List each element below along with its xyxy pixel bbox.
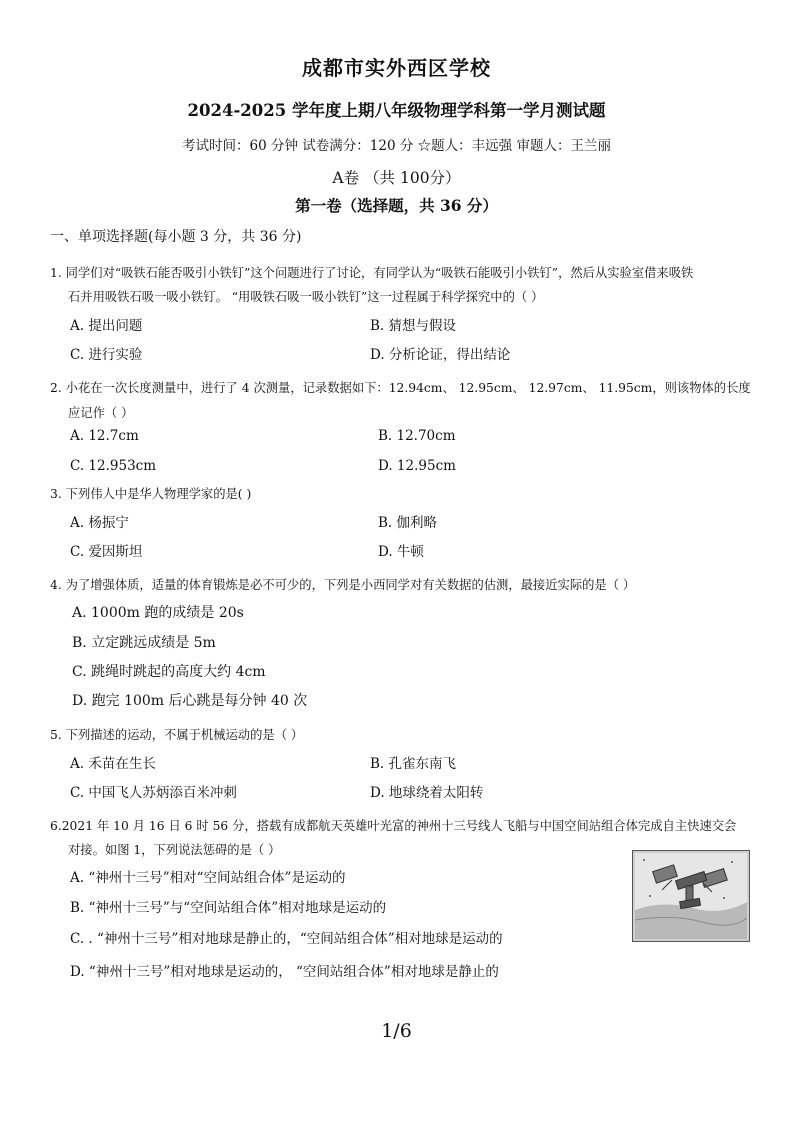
question-4-line-1: 4. 为了增强体质，适量的体育锻炼是必不可少的，下列是小西同学对有关数据的估测，最接近实际的是（ ）: [50, 578, 636, 592]
question-1-line-2: 石并用吸铁石吸一吸小铁钉。 “用吸铁石吸一吸小铁钉”这一过程属于科学探究中的（ ）: [68, 290, 544, 304]
part-title: 第一卷（选择题，共 36 分）: [295, 196, 498, 215]
paper-title: A卷 （共 100分）: [332, 169, 461, 187]
question-2-option-d: D. 12.95cm: [378, 458, 456, 474]
question-3-option-d: D. 牛顿: [378, 544, 424, 560]
question-4-option-a: A. 1000m 跑的成绩是 20s: [72, 605, 244, 621]
question-5-option-a: A. 禾苗在生长: [70, 756, 156, 772]
question-2-option-c: C. 12.953cm: [70, 458, 157, 474]
question-6-option-d: D. “神州十三号”相对地球是运动的， “空间站组合体”相对地球是静止的: [70, 964, 499, 980]
question-1-option-a: A. 提出问题: [70, 318, 143, 334]
question-5-option-c: C. 中国飞人苏炳添百米冲刺: [70, 785, 237, 801]
question-3-line-1: 3. 下列伟人中是华人物理学家的是( ): [50, 487, 252, 501]
question-1-option-b: B. 猜想与假设: [370, 318, 457, 334]
question-2-line-2: 应记作（ ）: [68, 406, 134, 420]
exam-info: 考试时间：60 分钟 试卷满分：120 分 ☆题人：丰远强 审题人：王兰丽: [182, 138, 611, 154]
question-4-option-c: C. 跳绳时跳起的高度大约 4cm: [72, 664, 266, 680]
question-6-option-b: B. “神州十三号”与“空间站组合体”相对地球是运动的: [70, 900, 387, 916]
question-3-option-c: C. 爱因斯坦: [70, 544, 143, 560]
section-title: 一、单项选择题(每小题 3 分，共 36 分): [50, 229, 302, 245]
page-number: 1/6: [381, 1020, 412, 1042]
exam-title: 2024-2025 学年度上期八年级物理学科第一学月测试题: [187, 101, 606, 120]
question-6-option-c: C. . “神州十三号”相对地球是静止的，“空间站组合体”相对地球是运动的: [70, 931, 503, 947]
question-4-option-b: B. 立定跳远成绩是 5m: [72, 635, 216, 651]
space-station-figure: [632, 850, 750, 942]
question-2-line-1: 2. 小花在一次长度测量中，进行了 4 次测量，记录数据如下：12.94cm、 12.95cm、 12.97cm、 11.95cm，则该物体的长度: [50, 381, 751, 395]
question-6-option-a: A. “神州十三号”相对“空间站组合体”是运动的: [70, 870, 346, 886]
question-3-option-b: B. 伽利略: [378, 515, 438, 531]
question-2-option-b: B. 12.70cm: [378, 428, 456, 444]
question-4-option-d: D. 跑完 100m 后心跳是每分钟 40 次: [72, 693, 308, 709]
question-6-line-2: 对接。如图 1，下列说法惩碍的是（ ）: [68, 843, 281, 857]
school-name: 成都市实外西区学校: [302, 56, 491, 80]
question-1-option-c: C. 进行实验: [70, 347, 143, 363]
question-5-option-b: B. 孔雀东南飞: [370, 756, 457, 772]
question-3-option-a: A. 杨振宁: [70, 515, 129, 531]
question-6-line-1: 6.2021 年 10 月 16 日 6 时 56 分，搭载有成都航天英雄叶光富的神州十三号线人飞船与中国空间站组合体完成自主快速交会: [50, 819, 737, 833]
question-1-option-d: D. 分析论证，得出结论: [370, 347, 511, 363]
question-2-option-a: A. 12.7cm: [70, 428, 139, 444]
question-1-line-1: 1. 同学们对“吸铁石能否吸引小铁钉”这个问题进行了讨论，有同学认为“吸铁石能吸引小铁钉”，然后从实验室借来吸铁: [50, 266, 694, 280]
question-5-option-d: D. 地球绕着太阳转: [370, 785, 484, 801]
question-5-line-1: 5. 下列描述的运动，不属于机械运动的是（ ）: [50, 728, 304, 742]
